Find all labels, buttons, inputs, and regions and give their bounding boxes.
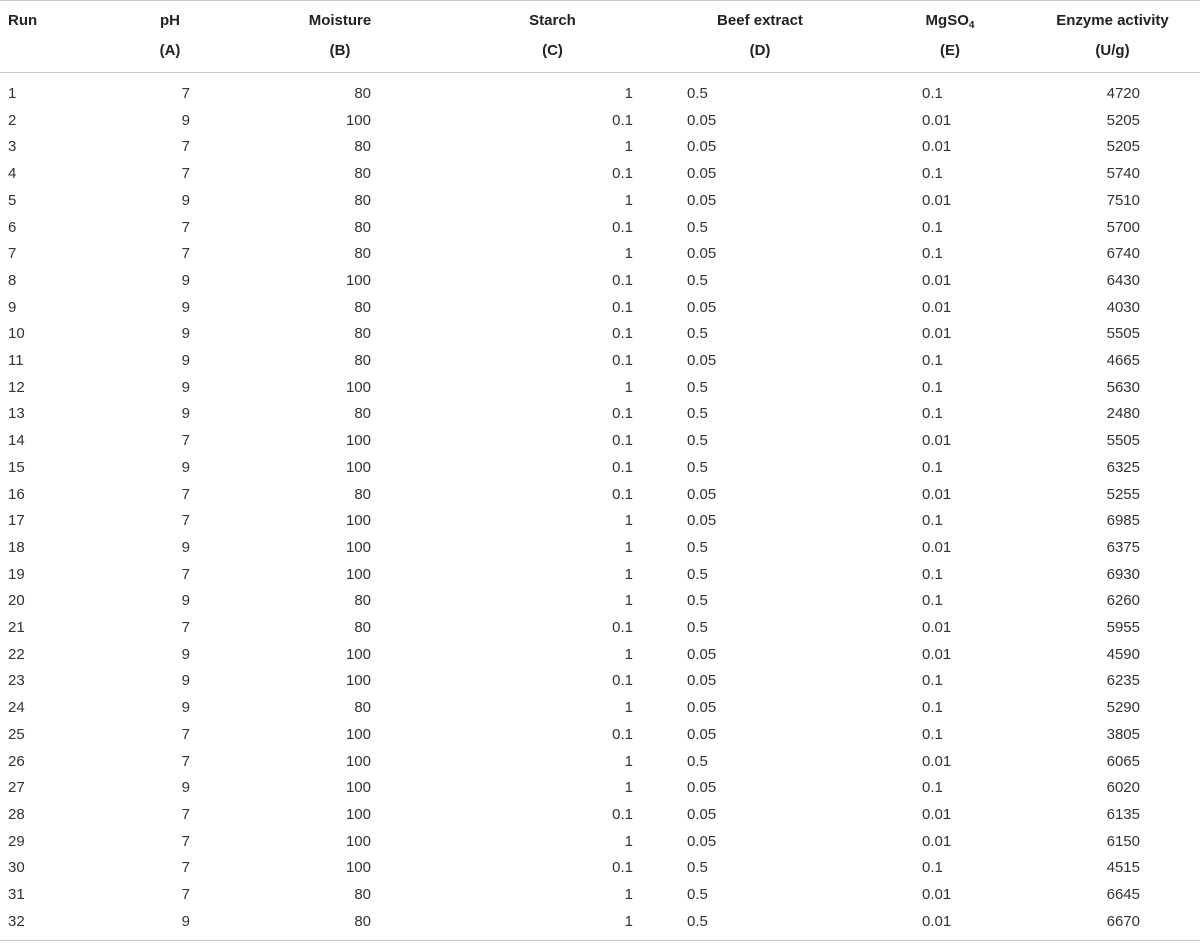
cell-ph: 9 bbox=[181, 912, 190, 930]
cell-beef-extract: 0.5 bbox=[687, 458, 708, 476]
cell-beef-extract: 0.05 bbox=[687, 699, 717, 717]
table-row bbox=[0, 134, 1200, 161]
cell-run: 19 bbox=[8, 565, 25, 583]
cell-beef-extract: 0.05 bbox=[687, 805, 717, 823]
cell-enzyme-activity: 4515 bbox=[1106, 859, 1140, 877]
cell-starch: 0.1 bbox=[612, 859, 633, 877]
cell-enzyme-activity: 4720 bbox=[1106, 85, 1140, 102]
header-run: Run bbox=[8, 12, 38, 29]
header-run-code bbox=[0, 42, 120, 73]
cell-ph: 9 bbox=[181, 378, 190, 396]
cell-beef-extract: 0.05 bbox=[687, 165, 717, 183]
cell-moisture: 80 bbox=[354, 352, 371, 370]
cell-ph: 7 bbox=[181, 805, 190, 823]
cell-run: 29 bbox=[8, 832, 25, 850]
cell-mgso4: 0.01 bbox=[922, 538, 952, 556]
cell-starch: 0.1 bbox=[612, 218, 633, 236]
cell-moisture: 100 bbox=[345, 672, 371, 690]
table-row bbox=[0, 588, 1200, 615]
cell-run: 31 bbox=[8, 886, 25, 904]
header-mgso4-label: MgSO bbox=[925, 12, 969, 29]
table-row bbox=[0, 668, 1200, 695]
cell-run: 4 bbox=[8, 165, 17, 183]
cell-ph: 7 bbox=[181, 432, 190, 450]
table-row bbox=[0, 348, 1200, 375]
cell-mgso4: 0.01 bbox=[922, 432, 952, 450]
table-body bbox=[0, 73, 1200, 941]
cell-enzyme-activity: 5205 bbox=[1106, 138, 1140, 156]
cell-beef-extract: 0.05 bbox=[687, 672, 717, 690]
header-mgso4-code: (E) bbox=[940, 42, 960, 59]
cell-beef-extract: 0.05 bbox=[687, 352, 717, 370]
cell-beef-extract: 0.5 bbox=[687, 325, 708, 343]
cell-ph: 7 bbox=[181, 859, 190, 877]
cell-mgso4: 0.01 bbox=[922, 886, 952, 904]
header-mgso4-subscript: 4 bbox=[968, 20, 975, 31]
table-header bbox=[0, 1, 1200, 73]
cell-moisture: 100 bbox=[345, 512, 371, 530]
table-row bbox=[0, 375, 1200, 402]
cell-moisture: 80 bbox=[354, 405, 371, 423]
cell-starch: 0.1 bbox=[612, 405, 633, 423]
cell-starch: 1 bbox=[624, 832, 633, 850]
cell-beef-extract: 0.5 bbox=[687, 218, 708, 236]
cell-ph: 9 bbox=[181, 111, 190, 129]
cell-moisture: 80 bbox=[354, 245, 371, 263]
cell-moisture: 100 bbox=[345, 645, 371, 663]
cell-moisture: 80 bbox=[354, 912, 371, 930]
table-row bbox=[0, 161, 1200, 188]
cell-ph: 9 bbox=[181, 779, 190, 797]
cell-enzyme-activity: 6135 bbox=[1106, 805, 1140, 823]
cell-ph: 7 bbox=[181, 245, 190, 263]
cell-ph: 9 bbox=[181, 271, 190, 289]
cell-moisture: 80 bbox=[354, 165, 371, 183]
cell-enzyme-activity: 6065 bbox=[1106, 752, 1140, 770]
cell-run: 1 bbox=[8, 85, 17, 102]
cell-starch: 1 bbox=[624, 538, 633, 556]
cell-starch: 1 bbox=[624, 138, 633, 156]
cell-enzyme-activity: 5630 bbox=[1106, 378, 1140, 396]
cell-moisture: 100 bbox=[345, 111, 371, 129]
cell-starch: 1 bbox=[624, 779, 633, 797]
header-starch-code: (C) bbox=[542, 42, 563, 59]
cell-mgso4: 0.1 bbox=[922, 165, 943, 183]
cell-beef-extract: 0.05 bbox=[687, 512, 717, 530]
cell-ph: 7 bbox=[181, 725, 190, 743]
cell-mgso4: 0.1 bbox=[922, 458, 943, 476]
cell-mgso4: 0.01 bbox=[922, 645, 952, 663]
cell-moisture: 100 bbox=[345, 432, 371, 450]
cell-mgso4: 0.01 bbox=[922, 325, 952, 343]
cell-ph: 9 bbox=[181, 191, 190, 209]
cell-mgso4: 0.01 bbox=[922, 271, 952, 289]
cell-mgso4: 0.01 bbox=[922, 912, 952, 930]
cell-moisture: 80 bbox=[354, 619, 371, 637]
cell-run: 8 bbox=[8, 271, 17, 289]
header-beef-extract-code: (D) bbox=[749, 42, 771, 59]
cell-ph: 9 bbox=[181, 538, 190, 556]
cell-run: 17 bbox=[8, 512, 25, 530]
cell-enzyme-activity: 6150 bbox=[1106, 832, 1140, 850]
cell-moisture: 80 bbox=[354, 298, 371, 316]
cell-ph: 9 bbox=[181, 699, 190, 717]
table-row bbox=[0, 535, 1200, 562]
cell-starch: 1 bbox=[624, 645, 633, 663]
table-row bbox=[0, 829, 1200, 856]
cell-beef-extract: 0.05 bbox=[687, 485, 717, 503]
cell-run: 23 bbox=[8, 672, 25, 690]
cell-enzyme-activity: 5290 bbox=[1106, 699, 1140, 717]
cell-enzyme-activity: 5740 bbox=[1106, 165, 1140, 183]
cell-mgso4: 0.1 bbox=[922, 672, 943, 690]
cell-enzyme-activity: 6740 bbox=[1106, 245, 1140, 263]
cell-beef-extract: 0.5 bbox=[687, 432, 708, 450]
cell-beef-extract: 0.05 bbox=[687, 111, 717, 129]
cell-moisture: 80 bbox=[354, 325, 371, 343]
cell-run: 15 bbox=[8, 458, 25, 476]
table-row bbox=[0, 482, 1200, 509]
cell-run: 18 bbox=[8, 538, 25, 556]
table-row bbox=[0, 108, 1200, 135]
cell-beef-extract: 0.05 bbox=[687, 138, 717, 156]
table-row bbox=[0, 215, 1200, 242]
cell-enzyme-activity: 5505 bbox=[1106, 325, 1140, 343]
table-row bbox=[0, 73, 1200, 108]
cell-starch: 0.1 bbox=[612, 725, 633, 743]
cell-beef-extract: 0.5 bbox=[687, 271, 708, 289]
cell-enzyme-activity: 6325 bbox=[1106, 458, 1140, 476]
cell-moisture: 80 bbox=[354, 191, 371, 209]
cell-beef-extract: 0.5 bbox=[687, 565, 708, 583]
cell-run: 10 bbox=[8, 325, 25, 343]
cell-beef-extract: 0.5 bbox=[687, 912, 708, 930]
cell-run: 7 bbox=[8, 245, 17, 263]
cell-mgso4: 0.1 bbox=[922, 779, 943, 797]
cell-enzyme-activity: 7510 bbox=[1106, 191, 1140, 209]
cell-enzyme-activity: 6930 bbox=[1106, 565, 1140, 583]
cell-beef-extract: 0.5 bbox=[687, 405, 708, 423]
header-enzyme-activity: Enzyme activity bbox=[1056, 12, 1169, 29]
cell-run: 32 bbox=[8, 912, 25, 930]
cell-ph: 7 bbox=[181, 886, 190, 904]
table-row bbox=[0, 909, 1200, 940]
cell-ph: 9 bbox=[181, 458, 190, 476]
cell-moisture: 100 bbox=[345, 752, 371, 770]
cell-enzyme-activity: 6375 bbox=[1106, 538, 1140, 556]
cell-beef-extract: 0.5 bbox=[687, 85, 708, 102]
cell-starch: 0.1 bbox=[612, 325, 633, 343]
cell-run: 14 bbox=[8, 432, 25, 450]
cell-mgso4: 0.1 bbox=[922, 405, 943, 423]
cell-ph: 7 bbox=[181, 752, 190, 770]
header-ph: pH bbox=[160, 12, 180, 29]
table-row bbox=[0, 562, 1200, 589]
cell-ph: 7 bbox=[181, 512, 190, 530]
cell-starch: 0.1 bbox=[612, 298, 633, 316]
table-row bbox=[0, 802, 1200, 829]
cell-starch: 0.1 bbox=[612, 672, 633, 690]
cell-run: 3 bbox=[8, 138, 17, 156]
table-row bbox=[0, 722, 1200, 749]
cell-moisture: 80 bbox=[354, 218, 371, 236]
cell-ph: 7 bbox=[181, 165, 190, 183]
table-row bbox=[0, 295, 1200, 322]
cell-enzyme-activity: 3805 bbox=[1106, 725, 1140, 743]
cell-moisture: 100 bbox=[345, 805, 371, 823]
header-moisture: Moisture bbox=[308, 12, 372, 29]
cell-enzyme-activity: 5205 bbox=[1106, 111, 1140, 129]
cell-starch: 1 bbox=[624, 378, 633, 396]
table-row bbox=[0, 882, 1200, 909]
table-row bbox=[0, 428, 1200, 455]
cell-run: 26 bbox=[8, 752, 25, 770]
header-ph-code: (A) bbox=[159, 42, 181, 59]
cell-starch: 1 bbox=[624, 565, 633, 583]
cell-starch: 1 bbox=[624, 85, 633, 102]
table-row bbox=[0, 775, 1200, 802]
cell-mgso4: 0.1 bbox=[922, 699, 943, 717]
cell-starch: 1 bbox=[624, 752, 633, 770]
table-row bbox=[0, 455, 1200, 482]
cell-mgso4: 0.1 bbox=[922, 218, 943, 236]
cell-enzyme-activity: 5505 bbox=[1106, 432, 1140, 450]
cell-ph: 9 bbox=[181, 645, 190, 663]
table-row bbox=[0, 749, 1200, 776]
cell-mgso4: 0.1 bbox=[922, 352, 943, 370]
cell-enzyme-activity: 6235 bbox=[1106, 672, 1140, 690]
cell-beef-extract: 0.5 bbox=[687, 378, 708, 396]
cell-starch: 1 bbox=[624, 245, 633, 263]
cell-moisture: 80 bbox=[354, 85, 371, 102]
cell-mgso4: 0.1 bbox=[922, 245, 943, 263]
cell-mgso4: 0.01 bbox=[922, 298, 952, 316]
cell-moisture: 80 bbox=[354, 138, 371, 156]
table-row bbox=[0, 188, 1200, 215]
cell-beef-extract: 0.05 bbox=[687, 191, 717, 209]
cell-ph: 9 bbox=[181, 352, 190, 370]
cell-mgso4: 0.01 bbox=[922, 191, 952, 209]
cell-ph: 7 bbox=[181, 565, 190, 583]
cell-run: 25 bbox=[8, 725, 25, 743]
cell-mgso4: 0.1 bbox=[922, 512, 943, 530]
cell-moisture: 80 bbox=[354, 699, 371, 717]
cell-ph: 7 bbox=[181, 832, 190, 850]
cell-moisture: 100 bbox=[345, 271, 371, 289]
cell-run: 27 bbox=[8, 779, 25, 797]
cell-mgso4: 0.01 bbox=[922, 805, 952, 823]
cell-enzyme-activity: 4590 bbox=[1106, 645, 1140, 663]
cell-starch: 0.1 bbox=[612, 619, 633, 637]
cell-beef-extract: 0.05 bbox=[687, 779, 717, 797]
cell-mgso4: 0.01 bbox=[922, 752, 952, 770]
cell-mgso4: 0.01 bbox=[922, 832, 952, 850]
cell-moisture: 100 bbox=[345, 779, 371, 797]
table-row bbox=[0, 695, 1200, 722]
cell-mgso4: 0.1 bbox=[922, 378, 943, 396]
cell-enzyme-activity: 6670 bbox=[1106, 912, 1140, 930]
cell-beef-extract: 0.5 bbox=[687, 538, 708, 556]
cell-enzyme-activity: 6645 bbox=[1106, 886, 1140, 904]
table-row bbox=[0, 508, 1200, 535]
cell-starch: 1 bbox=[624, 912, 633, 930]
cell-run: 12 bbox=[8, 378, 25, 396]
cell-run: 6 bbox=[8, 218, 17, 236]
cell-run: 22 bbox=[8, 645, 25, 663]
table-row bbox=[0, 321, 1200, 348]
cell-run: 28 bbox=[8, 805, 25, 823]
header-beef-extract: Beef extract bbox=[717, 12, 803, 29]
cell-run: 24 bbox=[8, 699, 25, 717]
cell-mgso4: 0.01 bbox=[922, 111, 952, 129]
cell-enzyme-activity: 6985 bbox=[1106, 512, 1140, 530]
cell-ph: 9 bbox=[181, 298, 190, 316]
header-row-codes bbox=[0, 42, 1200, 73]
cell-enzyme-activity: 5700 bbox=[1106, 218, 1140, 236]
table-row bbox=[0, 855, 1200, 882]
table-row bbox=[0, 241, 1200, 268]
cell-moisture: 80 bbox=[354, 485, 371, 503]
cell-run: 5 bbox=[8, 191, 17, 209]
cell-moisture: 100 bbox=[345, 832, 371, 850]
cell-mgso4: 0.1 bbox=[922, 565, 943, 583]
cell-mgso4: 0.01 bbox=[922, 138, 952, 156]
cell-enzyme-activity: 6020 bbox=[1106, 779, 1140, 797]
cell-starch: 1 bbox=[624, 699, 633, 717]
cell-run: 30 bbox=[8, 859, 25, 877]
cell-starch: 0.1 bbox=[612, 805, 633, 823]
cell-mgso4: 0.01 bbox=[922, 485, 952, 503]
cell-ph: 9 bbox=[181, 592, 190, 610]
cell-enzyme-activity: 2480 bbox=[1106, 405, 1140, 423]
cell-starch: 1 bbox=[624, 191, 633, 209]
cell-ph: 7 bbox=[181, 619, 190, 637]
cell-beef-extract: 0.05 bbox=[687, 725, 717, 743]
cell-beef-extract: 0.5 bbox=[687, 619, 708, 637]
cell-moisture: 100 bbox=[345, 725, 371, 743]
header-starch: Starch bbox=[529, 12, 576, 29]
cell-beef-extract: 0.05 bbox=[687, 832, 717, 850]
cell-beef-extract: 0.5 bbox=[687, 752, 708, 770]
cell-beef-extract: 0.5 bbox=[687, 592, 708, 610]
cell-run: 2 bbox=[8, 111, 17, 129]
cell-mgso4: 0.1 bbox=[922, 592, 943, 610]
cell-mgso4: 0.1 bbox=[922, 725, 943, 743]
cell-run: 13 bbox=[8, 405, 25, 423]
cell-enzyme-activity: 4030 bbox=[1106, 298, 1140, 316]
cell-beef-extract: 0.05 bbox=[687, 645, 717, 663]
cell-starch: 0.1 bbox=[612, 485, 633, 503]
header-enzyme-activity-unit: (U/g) bbox=[1095, 42, 1130, 59]
cell-starch: 0.1 bbox=[612, 111, 633, 129]
cell-starch: 1 bbox=[624, 886, 633, 904]
cell-starch: 0.1 bbox=[612, 352, 633, 370]
table-row bbox=[0, 268, 1200, 295]
cell-starch: 0.1 bbox=[612, 432, 633, 450]
header-mgso4 bbox=[875, 1, 1025, 43]
cell-mgso4: 0.1 bbox=[922, 859, 943, 877]
cell-ph: 7 bbox=[181, 138, 190, 156]
cell-starch: 0.1 bbox=[612, 165, 633, 183]
cell-moisture: 100 bbox=[345, 859, 371, 877]
cell-moisture: 100 bbox=[345, 378, 371, 396]
cell-beef-extract: 0.5 bbox=[687, 886, 708, 904]
cell-beef-extract: 0.05 bbox=[687, 298, 717, 316]
header-moisture-code: (B) bbox=[329, 42, 351, 59]
cell-starch: 0.1 bbox=[612, 458, 633, 476]
cell-ph: 9 bbox=[181, 672, 190, 690]
cell-ph: 9 bbox=[181, 405, 190, 423]
table-row bbox=[0, 401, 1200, 428]
cell-starch: 0.1 bbox=[612, 271, 633, 289]
cell-moisture: 100 bbox=[345, 565, 371, 583]
cell-run: 11 bbox=[8, 352, 24, 370]
header-row-names bbox=[0, 1, 1200, 43]
cell-run: 21 bbox=[8, 619, 25, 637]
cell-moisture: 80 bbox=[354, 886, 371, 904]
cell-run: 16 bbox=[8, 485, 25, 503]
cell-ph: 7 bbox=[181, 485, 190, 503]
cell-mgso4: 0.1 bbox=[922, 85, 943, 102]
cell-enzyme-activity: 5255 bbox=[1106, 485, 1140, 503]
cell-moisture: 100 bbox=[345, 458, 371, 476]
cell-moisture: 100 bbox=[345, 538, 371, 556]
cell-ph: 7 bbox=[181, 85, 190, 102]
cell-enzyme-activity: 5955 bbox=[1106, 619, 1140, 637]
cell-ph: 7 bbox=[181, 218, 190, 236]
cell-starch: 1 bbox=[624, 512, 633, 530]
cell-enzyme-activity: 6260 bbox=[1106, 592, 1140, 610]
cell-beef-extract: 0.05 bbox=[687, 245, 717, 263]
cell-enzyme-activity: 4665 bbox=[1106, 352, 1140, 370]
cell-moisture: 80 bbox=[354, 592, 371, 610]
cell-beef-extract: 0.5 bbox=[687, 859, 708, 877]
cell-ph: 9 bbox=[181, 325, 190, 343]
table-row bbox=[0, 642, 1200, 669]
cell-run: 20 bbox=[8, 592, 25, 610]
cell-starch: 1 bbox=[624, 592, 633, 610]
cell-enzyme-activity: 6430 bbox=[1106, 271, 1140, 289]
cell-run: 9 bbox=[8, 298, 17, 316]
cell-mgso4: 0.01 bbox=[922, 619, 952, 637]
table-row bbox=[0, 615, 1200, 642]
